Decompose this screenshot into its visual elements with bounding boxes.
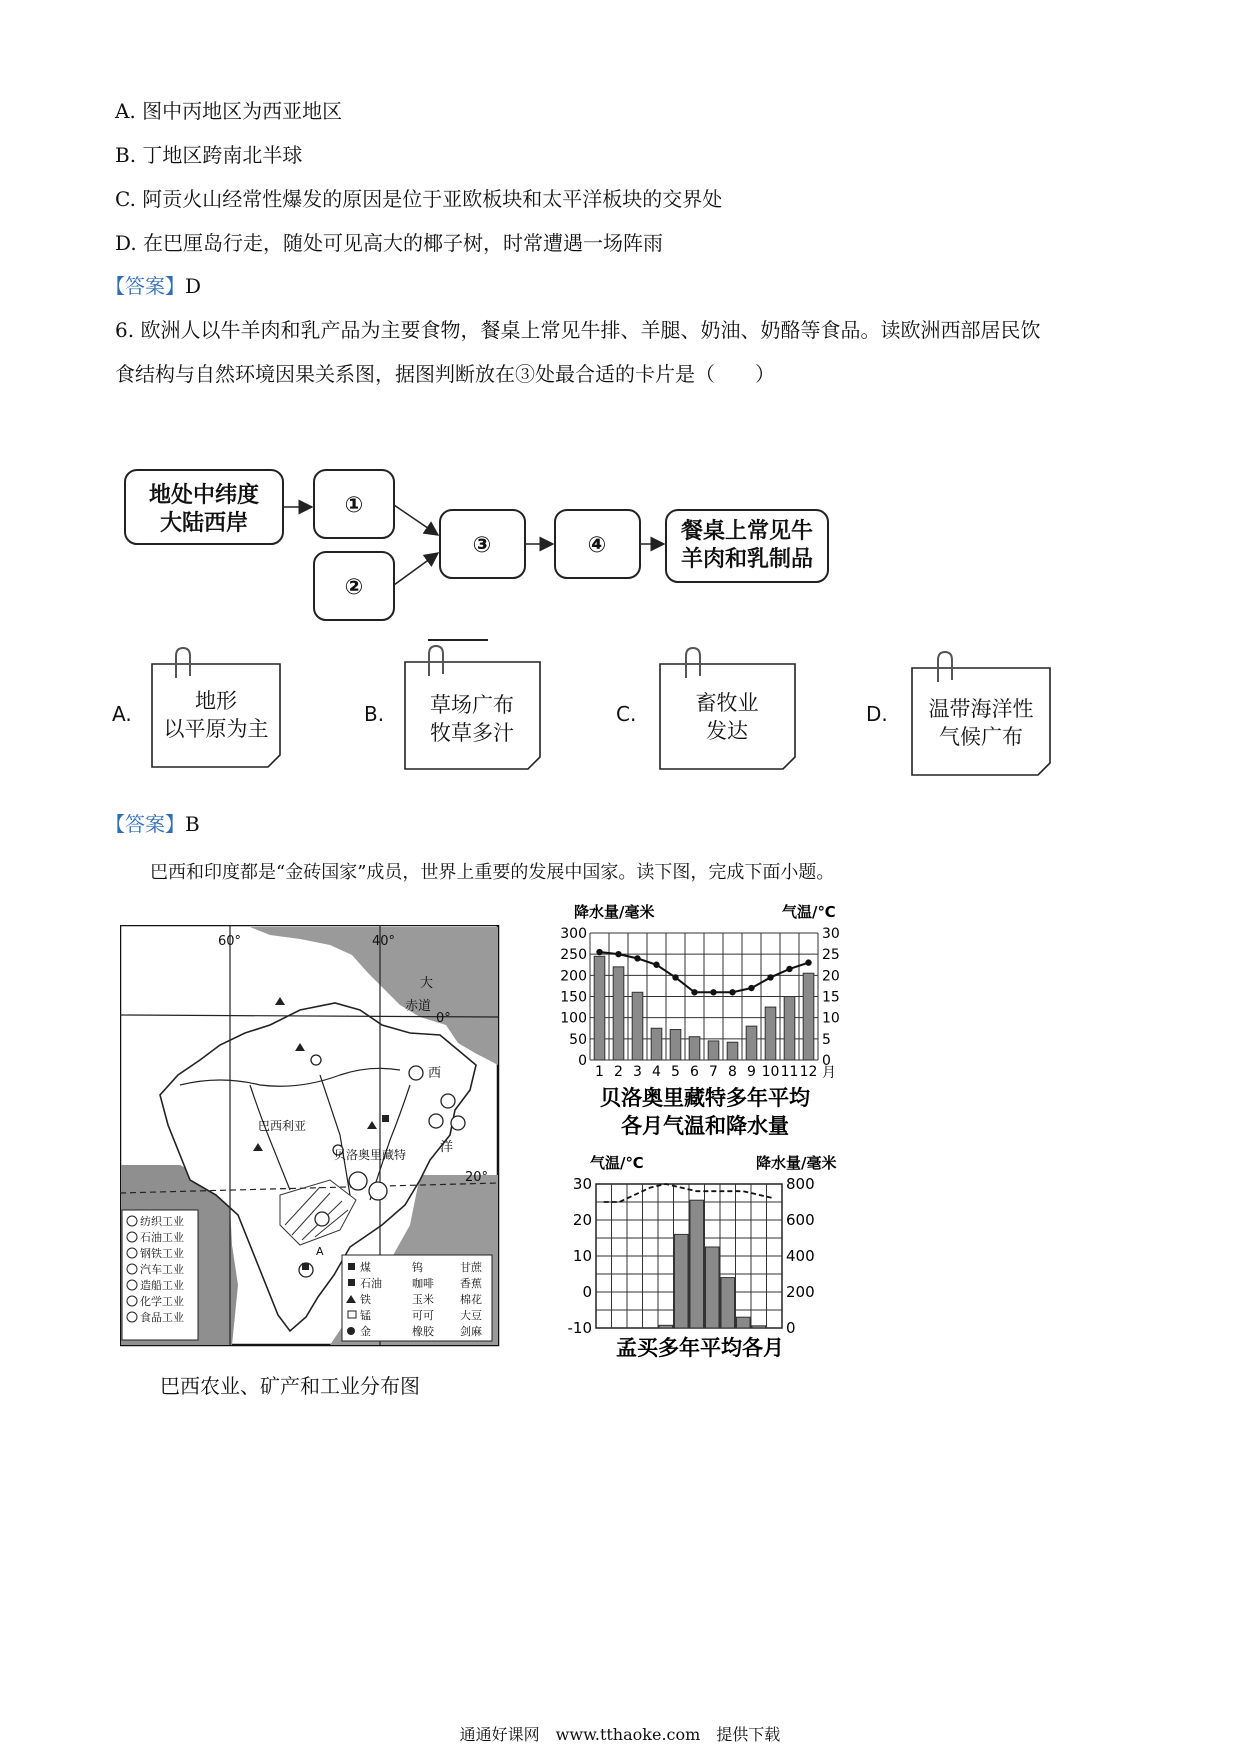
industry-symbol xyxy=(369,1182,387,1200)
flow-node-4: ④ xyxy=(587,533,607,558)
legend-resource-4b: 可可 xyxy=(412,1309,434,1322)
legend-industry-1: 纺织工业 xyxy=(140,1215,184,1228)
mumbai-climate-chart xyxy=(560,1148,870,1363)
legend-resource-1c: 甘蔗 xyxy=(460,1261,482,1274)
legend-resource-4a: 锰 xyxy=(360,1309,371,1322)
legend-resource-4c: 大豆 xyxy=(460,1309,482,1322)
equator-label: 赤道 xyxy=(405,999,432,1014)
belo-climate-chart xyxy=(560,895,870,1145)
temp-tick: 0 xyxy=(822,1053,831,1069)
legend-industry-6: 化学工业 xyxy=(140,1295,184,1308)
chart2-left-axis-label: 气温/℃ xyxy=(590,1154,644,1172)
answer-tag: 【答案】 xyxy=(105,274,185,298)
answer-line-q6 xyxy=(105,808,200,837)
chart1-month-unit: 月 xyxy=(822,1065,836,1081)
temperature-point-8 xyxy=(729,989,735,995)
precip-bar-7 xyxy=(708,1041,719,1060)
answer-tag: 【答案】 xyxy=(105,812,185,836)
legend-industry-3: 钢铁工业 xyxy=(140,1247,184,1260)
card-d-line1: 温带海洋性 xyxy=(928,697,1034,721)
month-tick: 12 xyxy=(799,1064,818,1080)
card-letter-d: D. xyxy=(866,702,888,726)
temp-tick: 10 xyxy=(572,1247,592,1265)
precip-bar-12 xyxy=(803,973,814,1060)
industry-symbol xyxy=(451,1116,465,1130)
legend-resource-3c: 棉花 xyxy=(460,1293,482,1306)
legend-industry-2: 石油工业 xyxy=(140,1231,184,1244)
brasilia-label: 巴西利亚 xyxy=(258,1119,307,1133)
ocean-label-1: 大 xyxy=(420,976,434,991)
temperature-point-9 xyxy=(748,985,754,991)
intro-text: 巴西和印度都是“金砖国家”成员，世界上重要的发展中国家。读下图，完成下面小题。 xyxy=(150,862,835,883)
precip-tick: 400 xyxy=(786,1247,815,1265)
precip-tick: 600 xyxy=(786,1211,815,1229)
month-tick: 1 xyxy=(595,1064,604,1080)
card-c-line1: 畜牧业 xyxy=(695,691,759,715)
precip-tick: 200 xyxy=(786,1283,815,1301)
temp-tick: 10 xyxy=(822,1010,840,1027)
card-a-line1: 地形 xyxy=(195,689,237,713)
flow-end-line1: 餐桌上常见牛 xyxy=(680,519,814,544)
flow-end-line2: 羊肉和乳制品 xyxy=(680,547,814,572)
temperature-point-2 xyxy=(615,951,621,957)
card-d-line2: 气候广布 xyxy=(939,725,1023,749)
footer: 通通好课网 www.tthaoke.com 提供下载 xyxy=(459,1725,781,1744)
chart1-right-axis-label: 气温/℃ xyxy=(782,903,836,921)
point-a-label: A xyxy=(316,1245,324,1258)
precip-bar-9 xyxy=(746,1026,757,1060)
month-tick: 5 xyxy=(671,1064,680,1080)
industry-symbol xyxy=(441,1094,455,1108)
legend-resource-2b: 咖啡 xyxy=(412,1277,434,1290)
card-letter-a: A. xyxy=(112,702,132,726)
month-tick: 3 xyxy=(633,1064,642,1080)
legend-resource-1b: 钨 xyxy=(412,1261,423,1274)
option-b: B. 丁地区跨南北半球 xyxy=(115,143,303,167)
temperature-point-12 xyxy=(805,959,811,965)
option-d: D. 在巴厘岛行走，随处可见高大的椰子树，时常遭遇一场阵雨 xyxy=(115,231,664,255)
month-tick: 2 xyxy=(614,1064,623,1080)
month-tick: 6 xyxy=(690,1064,699,1080)
precip-bar-11 xyxy=(752,1326,766,1328)
precip-bar-6 xyxy=(689,1037,700,1060)
card-c-line2: 发达 xyxy=(706,719,748,743)
legend-resource-3a: 铁 xyxy=(360,1293,371,1306)
temp-tick: 20 xyxy=(822,968,840,985)
precip-bar-11 xyxy=(784,997,795,1061)
industry-symbol xyxy=(349,1172,367,1190)
option-c: C. 阿贡火山经常性爆发的原因是位于亚欧板块和太平洋板块的交界处 xyxy=(115,187,723,211)
precip-tick: 300 xyxy=(560,926,587,942)
legend-resource-5c: 剑麻 xyxy=(460,1325,482,1338)
temp-tick: 30 xyxy=(572,1175,592,1193)
card-a-line2: 以平原为主 xyxy=(163,717,269,741)
question-6-stem-line1: 6. 欧洲人以牛羊肉和乳产品为主要食物，餐桌上常见牛排、羊腿、奶油、奶酪等食品。读欧洲西部居民饮 xyxy=(115,318,1041,342)
precip-bar-9 xyxy=(721,1278,735,1328)
flow-start-line1: 地处中纬度 xyxy=(148,483,260,508)
precip-bar-4 xyxy=(651,1028,662,1060)
longitude-label-60: 60° xyxy=(218,934,242,949)
industry-symbol xyxy=(315,1212,329,1226)
tropic-degree: 20° xyxy=(465,1170,489,1185)
ocean-label-2: 西 xyxy=(428,1066,442,1081)
resource-symbol xyxy=(382,1115,389,1122)
chart1-title-line2: 各月气温和降水量 xyxy=(621,1114,789,1138)
temp-tick: 15 xyxy=(822,989,840,1006)
precip-bar-7 xyxy=(690,1200,704,1328)
precip-tick: 150 xyxy=(560,989,587,1006)
answer-value: D xyxy=(185,274,202,298)
legend-resource-5a: 金 xyxy=(360,1325,371,1338)
chart1-left-axis-label: 降水量/毫米 xyxy=(574,903,655,921)
flow-node-2: ② xyxy=(344,575,364,600)
brazil-map xyxy=(120,925,500,1355)
precip-tick: 800 xyxy=(786,1175,815,1193)
temp-tick: 30 xyxy=(822,926,840,942)
month-tick: 8 xyxy=(728,1064,737,1080)
flow-node-3: ③ xyxy=(472,533,492,558)
precip-bar-5 xyxy=(659,1325,673,1328)
temp-tick: 20 xyxy=(572,1211,592,1229)
temperature-point-5 xyxy=(672,974,678,980)
precip-tick: 250 xyxy=(560,947,587,964)
precip-tick: 100 xyxy=(560,1010,587,1027)
chart2-right-axis-label: 降水量/毫米 xyxy=(756,1154,837,1172)
legend-industry-5: 造船工业 xyxy=(140,1279,184,1292)
precip-tick: 0 xyxy=(786,1319,796,1337)
cause-effect-diagram xyxy=(0,0,1240,800)
industry-symbol xyxy=(311,1055,321,1065)
temperature-point-10 xyxy=(767,974,773,980)
month-tick: 11 xyxy=(780,1064,799,1080)
legend-resource-1a: 煤 xyxy=(360,1261,371,1274)
temp-tick: -10 xyxy=(567,1319,592,1337)
temp-tick: 25 xyxy=(822,947,840,964)
legend-industry-4: 汽车工业 xyxy=(140,1263,184,1276)
precip-bar-6 xyxy=(675,1234,689,1328)
resource-symbol xyxy=(302,1263,309,1270)
temperature-point-4 xyxy=(653,962,659,968)
legend-resource-5b: 橡胶 xyxy=(412,1325,434,1338)
map-caption: 巴西农业、矿产和工业分布图 xyxy=(160,1374,420,1398)
precip-bar-10 xyxy=(765,1007,776,1060)
industry-symbol xyxy=(429,1114,443,1128)
chart1-title-line1: 贝洛奥里藏特多年平均 xyxy=(600,1086,810,1110)
temperature-point-7 xyxy=(710,989,716,995)
precip-tick: 200 xyxy=(560,968,587,985)
precip-tick: 0 xyxy=(578,1053,587,1069)
ocean-label-3: 洋 xyxy=(440,1140,454,1155)
precip-bar-1 xyxy=(594,956,605,1060)
month-tick: 7 xyxy=(709,1064,718,1080)
card-a xyxy=(152,664,280,767)
card-letter-b: B. xyxy=(364,702,385,726)
flow-start-line2: 大陆西岸 xyxy=(159,511,249,536)
legend-resource-3b: 玉米 xyxy=(412,1293,434,1306)
question-6-stem-line2: 食结构与自然环境因果关系图，据图判断放在③处最合适的卡片是（ ） xyxy=(115,362,775,386)
temp-tick: 0 xyxy=(582,1283,592,1301)
temperature-point-1 xyxy=(596,949,602,955)
card-c xyxy=(660,664,795,769)
flow-node-1: ① xyxy=(344,493,364,518)
month-tick: 4 xyxy=(652,1064,661,1080)
card-letter-c: C. xyxy=(616,702,637,726)
belo-label: 贝洛奥里藏特 xyxy=(334,1148,407,1162)
precip-bar-2 xyxy=(613,967,624,1060)
industry-symbol xyxy=(409,1066,423,1080)
precip-bar-5 xyxy=(670,1030,681,1060)
option-a: A. 图中丙地区为西亚地区 xyxy=(115,99,343,123)
month-tick: 9 xyxy=(747,1064,756,1080)
legend-resource-2c: 香蕉 xyxy=(460,1277,482,1290)
precip-bar-8 xyxy=(727,1042,738,1060)
month-tick: 10 xyxy=(761,1064,780,1080)
equator-degree: 0° xyxy=(436,1011,451,1026)
temperature-point-6 xyxy=(691,989,697,995)
precip-tick: 50 xyxy=(569,1031,587,1048)
precip-bar-8 xyxy=(706,1247,720,1328)
precip-bar-10 xyxy=(737,1317,751,1328)
chart2-title: 孟买多年平均各月 xyxy=(616,1336,784,1360)
precip-bar-3 xyxy=(632,992,643,1060)
temp-tick: 5 xyxy=(822,1031,831,1048)
card-d xyxy=(912,668,1050,775)
answer-value: B xyxy=(185,812,200,836)
temperature-point-3 xyxy=(634,955,640,961)
legend-industry-7: 食品工业 xyxy=(140,1311,184,1324)
longitude-label-40: 40° xyxy=(372,934,396,949)
temperature-point-11 xyxy=(786,966,792,972)
card-b-line1: 草场广布 xyxy=(430,693,514,717)
card-b-line2: 牧草多汁 xyxy=(430,721,514,745)
legend-resource-2a: 石油 xyxy=(360,1277,382,1290)
